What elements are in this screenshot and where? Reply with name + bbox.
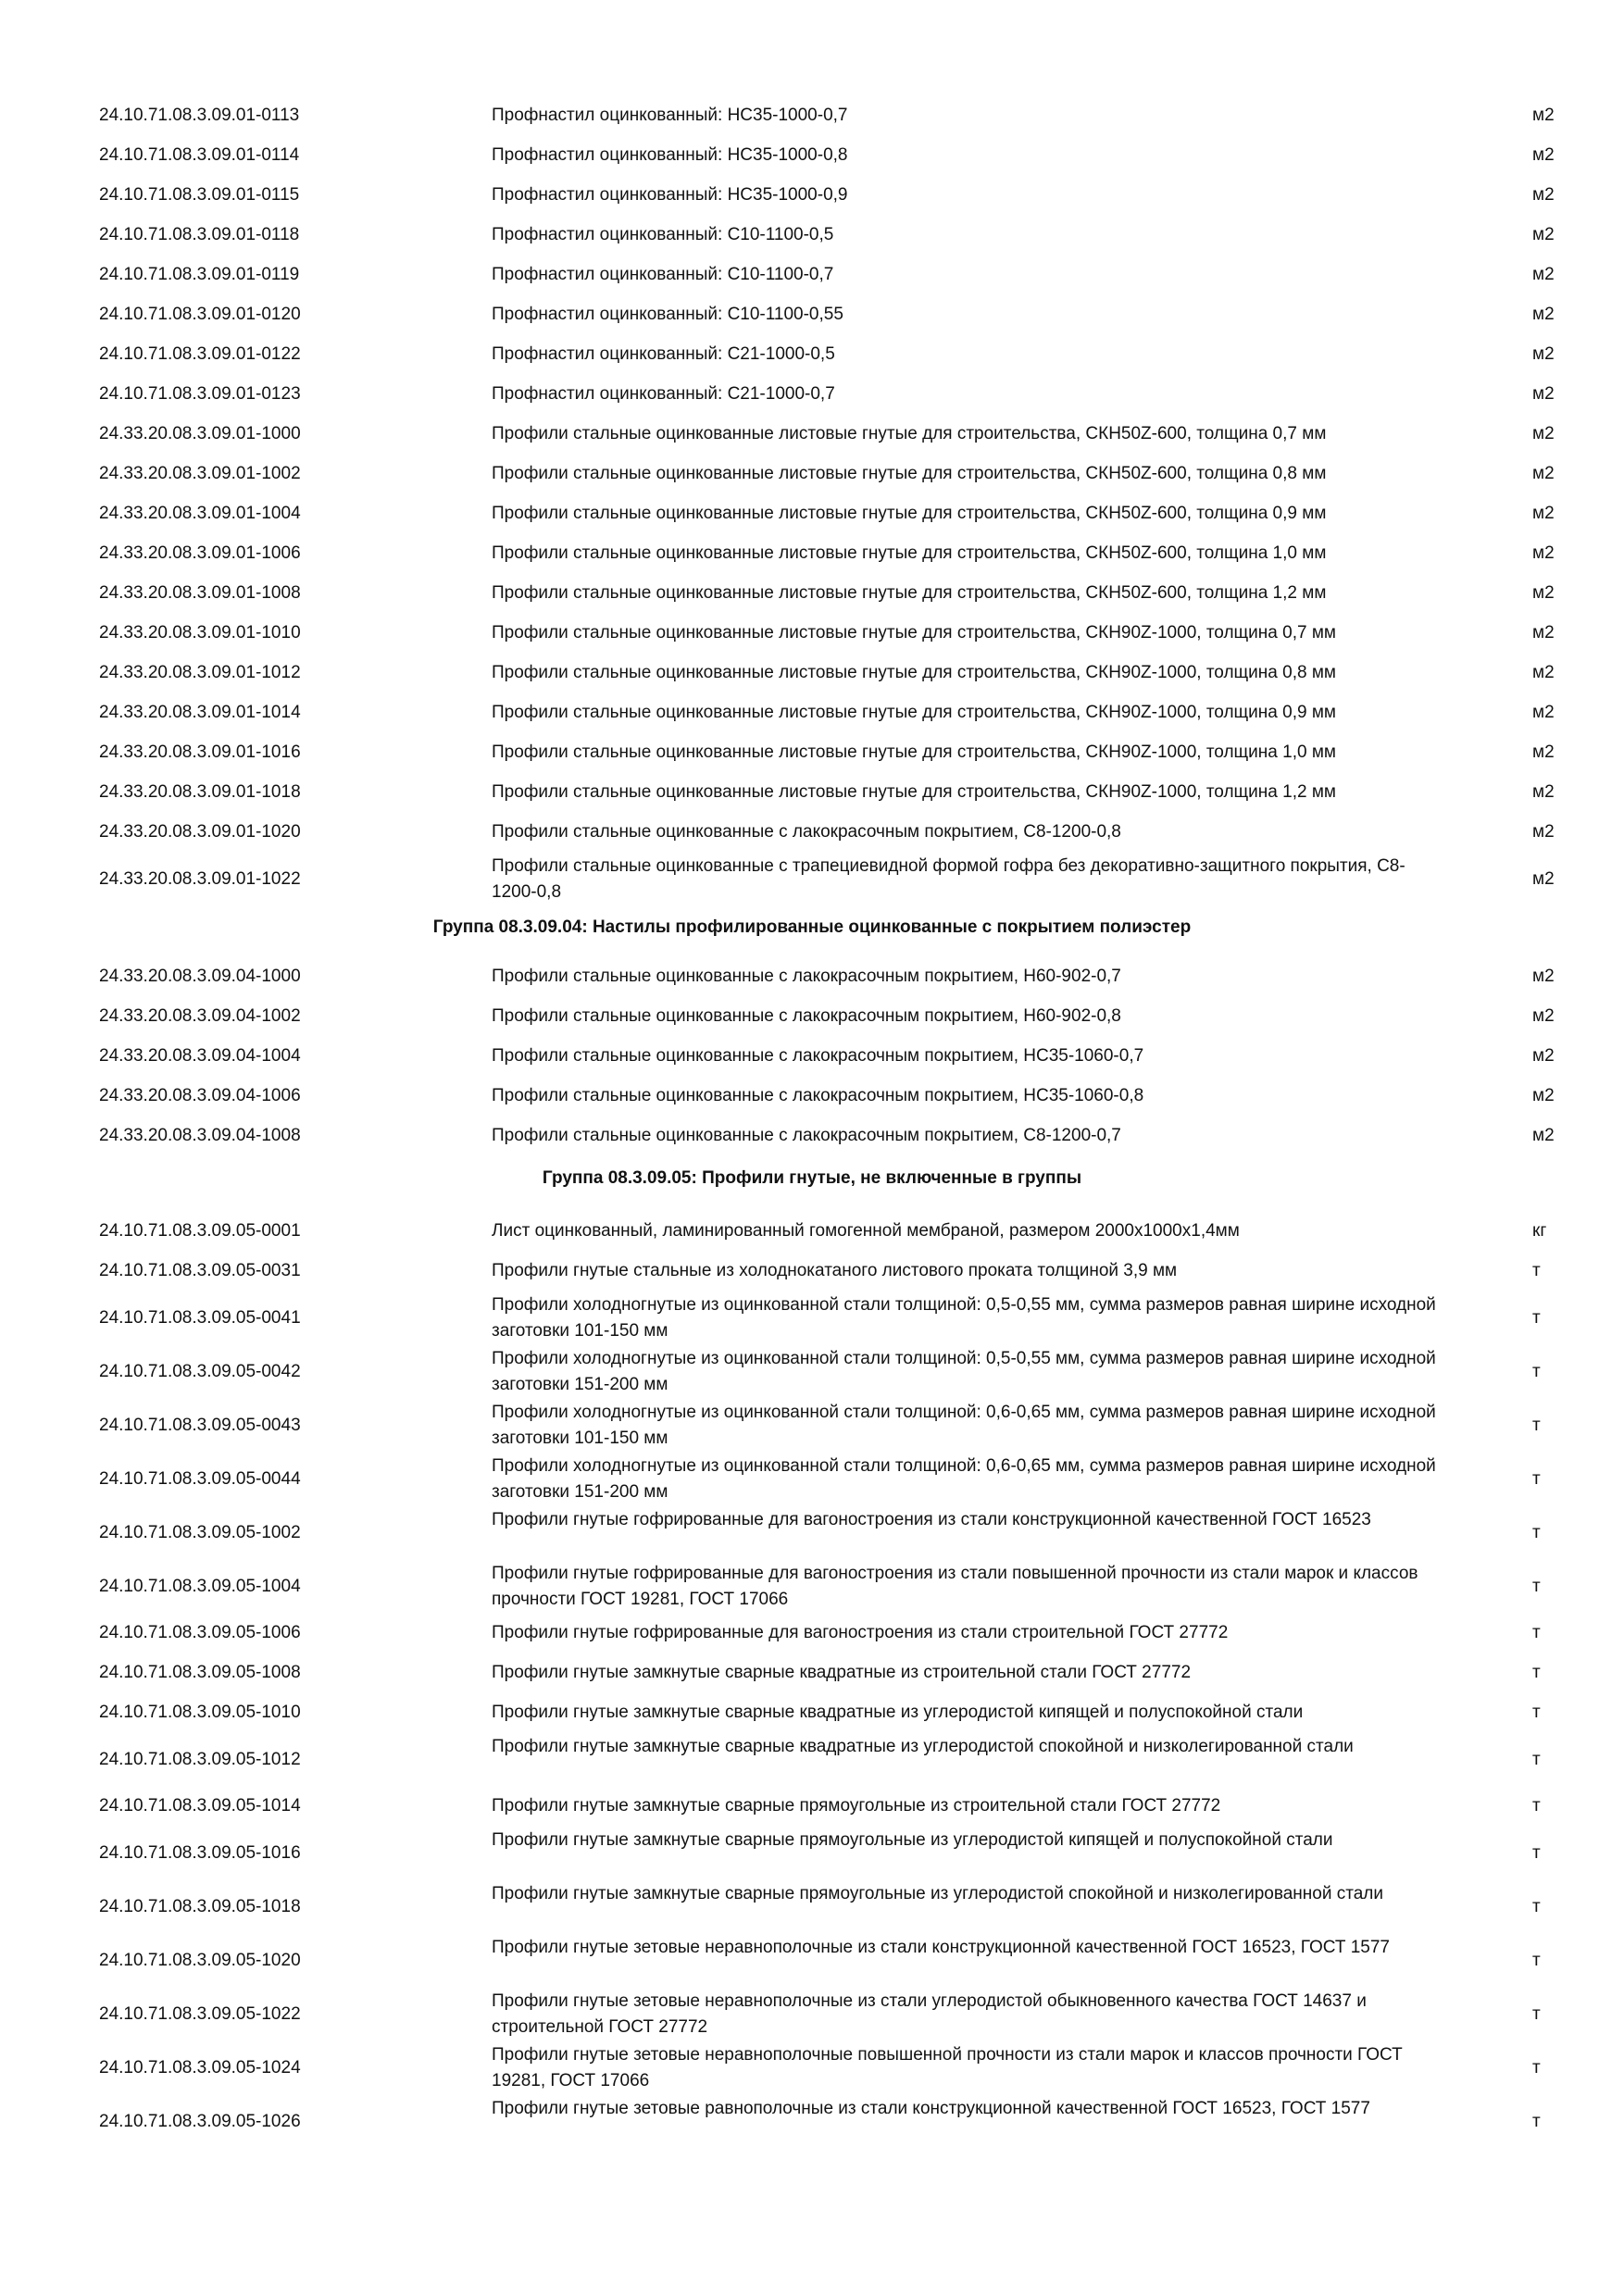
table-row xyxy=(0,1345,1624,1399)
unit-of-measure: т xyxy=(1532,1951,1541,1970)
resource-code: 24.10.71.08.3.09.05-1014 xyxy=(99,1796,301,1816)
resource-code: 24.33.20.08.3.09.01-1020 xyxy=(99,822,301,842)
resource-code: 24.33.20.08.3.09.01-1018 xyxy=(99,782,301,802)
table-row xyxy=(0,773,1624,813)
resource-name: Профили гнутые гофрированные для вагоностроения из стали повышенной прочности из стали марок и классов прочности ГОСТ 19281, ГОСТ 17066 xyxy=(492,1564,1418,1609)
resource-code: 24.10.71.08.3.09.01-0123 xyxy=(99,384,301,404)
unit-of-measure: м2 xyxy=(1532,305,1555,324)
resource-code: 24.10.71.08.3.09.05-0044 xyxy=(99,1469,301,1489)
table-row xyxy=(0,1988,1624,2041)
unit-of-measure: м2 xyxy=(1532,106,1555,125)
resource-code: 24.10.71.08.3.09.05-1004 xyxy=(99,1577,301,1596)
resource-name: Профили стальные оцинкованные с лакокрасочным покрытием, Н60-902-0,7 xyxy=(492,967,1121,986)
unit-of-measure: м2 xyxy=(1532,145,1555,165)
resource-name: Профнастил оцинкованный: С10-1100-0,5 xyxy=(492,225,834,244)
resource-name: Профили стальные оцинкованные с трапециевидной формой гофра без декоративно-защитного покрытия, С8-1200-0,8 xyxy=(492,856,1405,902)
resource-code: 24.10.71.08.3.09.05-1018 xyxy=(99,1897,301,1916)
group-title: Группа 08.3.09.05: Профили гнутые, не включенные в группы xyxy=(542,1168,1082,1188)
resource-name: Профили стальные оцинкованные листовые гнутые для строительства, СКН90Z-1000, толщина 0,7 мм xyxy=(492,623,1336,643)
resource-name: Профнастил оцинкованный: НС35-1000-0,8 xyxy=(492,145,848,165)
resource-name: Профнастил оцинкованный: НС35-1000-0,7 xyxy=(492,106,848,125)
resource-code: 24.33.20.08.3.09.01-1002 xyxy=(99,464,301,483)
resource-name: Профили стальные оцинкованные с лакокрасочным покрытием, С8-1200-0,7 xyxy=(492,1126,1121,1145)
table-row xyxy=(0,295,1624,335)
table-row xyxy=(0,1934,1624,1988)
unit-of-measure: м2 xyxy=(1532,822,1555,842)
table-row xyxy=(0,614,1624,654)
unit-of-measure: т xyxy=(1532,1703,1541,1722)
unit-of-measure: м2 xyxy=(1532,344,1555,364)
resource-code: 24.33.20.08.3.09.04-1006 xyxy=(99,1086,301,1105)
unit-of-measure: т xyxy=(1532,1663,1541,1682)
unit-of-measure: м2 xyxy=(1532,1006,1555,1026)
table-row xyxy=(0,1880,1624,1934)
resource-code: 24.33.20.08.3.09.01-1012 xyxy=(99,663,301,682)
resource-name: Профили стальные оцинкованные листовые гнутые для строительства, СКН50Z-600, толщина 0,8 мм xyxy=(492,464,1327,483)
table-row xyxy=(0,2095,1624,2149)
table-row xyxy=(0,136,1624,176)
resource-code: 24.33.20.08.3.09.04-1000 xyxy=(99,967,301,986)
resource-code: 24.10.71.08.3.09.05-1010 xyxy=(99,1703,301,1722)
resource-code: 24.33.20.08.3.09.04-1004 xyxy=(99,1046,301,1066)
resource-name: Профили гнутые зетовые неравнополочные повышенной прочности из стали марок и классов прочности ГОСТ 19281, ГОСТ 17066 xyxy=(492,2045,1403,2090)
group-header xyxy=(0,1156,1624,1212)
resource-code: 24.10.71.08.3.09.05-1016 xyxy=(99,1843,301,1863)
resource-code: 24.33.20.08.3.09.01-1014 xyxy=(99,703,301,722)
resource-name: Профили гнутые зетовые неравнополочные из стали конструкционной качественной ГОСТ 16523, ГОСТ 1577 xyxy=(492,1938,1391,1957)
unit-of-measure: т xyxy=(1532,1750,1541,1769)
resource-code: 24.10.71.08.3.09.01-0118 xyxy=(99,225,300,244)
table-row xyxy=(0,1037,1624,1077)
resource-code: 24.33.20.08.3.09.04-1002 xyxy=(99,1006,301,1026)
table-row xyxy=(0,1077,1624,1117)
resource-code: 24.33.20.08.3.09.01-1000 xyxy=(99,424,301,443)
table-row xyxy=(0,1827,1624,1880)
table-row xyxy=(0,1252,1624,1292)
resource-name: Профнастил оцинкованный: НС35-1000-0,9 xyxy=(492,185,848,205)
unit-of-measure: т xyxy=(1532,1308,1541,1328)
table-row xyxy=(0,176,1624,216)
unit-of-measure: м2 xyxy=(1532,1046,1555,1066)
resource-name: Профили стальные оцинкованные с лакокрасочным покрытием, НС35-1060-0,8 xyxy=(492,1086,1144,1105)
unit-of-measure: т xyxy=(1532,1897,1541,1916)
price-list-page xyxy=(0,96,1624,2149)
resource-name: Профили стальные оцинкованные листовые гнутые для строительства, СКН50Z-600, толщина 0,7 мм xyxy=(492,424,1327,443)
unit-of-measure: м2 xyxy=(1532,265,1555,284)
resource-name: Профили стальные оцинкованные листовые гнутые для строительства, СКН90Z-1000, толщина 1,2 мм xyxy=(492,782,1336,802)
resource-code: 24.33.20.08.3.09.01-1004 xyxy=(99,504,301,523)
resource-code: 24.10.71.08.3.09.05-1012 xyxy=(99,1750,301,1769)
resource-name: Профили стальные оцинкованные листовые гнутые для строительства, СКН50Z-600, толщина 1,2 мм xyxy=(492,583,1327,603)
resource-name: Профили гнутые замкнутые сварные прямоугольные из углеродистой спокойной и низколегированной стали xyxy=(492,1884,1383,1903)
unit-of-measure: м2 xyxy=(1532,543,1555,563)
table-row xyxy=(0,1506,1624,1560)
resource-code: 24.33.20.08.3.09.01-1022 xyxy=(99,869,301,889)
resource-name: Профили холодногнутые из оцинкованной стали толщиной: 0,6-0,65 мм, сумма размеров равная ширине исходной заготовки 151-200 мм xyxy=(492,1456,1436,1502)
resource-code: 24.10.71.08.3.09.05-1024 xyxy=(99,2058,301,2078)
resource-name: Профили стальные оцинкованные листовые гнутые для строительства, СКН90Z-1000, толщина 0,8 мм xyxy=(492,663,1336,682)
resource-name: Профили гнутые стальные из холоднокатаного листового проката толщиной 3,9 мм xyxy=(492,1261,1178,1280)
unit-of-measure: т xyxy=(1532,1523,1541,1542)
unit-of-measure: м2 xyxy=(1532,967,1555,986)
unit-of-measure: м2 xyxy=(1532,663,1555,682)
table-row xyxy=(0,733,1624,773)
table-row xyxy=(0,1614,1624,1653)
resource-name: Профили стальные оцинкованные с лакокрасочным покрытием, НС35-1060-0,7 xyxy=(492,1046,1144,1066)
resource-code: 24.10.71.08.3.09.01-0119 xyxy=(99,265,300,284)
unit-of-measure: т xyxy=(1532,1577,1541,1596)
table-row xyxy=(0,1560,1624,1614)
table-row xyxy=(0,1653,1624,1693)
unit-of-measure: м2 xyxy=(1532,623,1555,643)
table-row xyxy=(0,455,1624,494)
resource-code: 24.33.20.08.3.09.01-1008 xyxy=(99,583,301,603)
resource-code: 24.10.71.08.3.09.05-1020 xyxy=(99,1951,301,1970)
resource-name: Профили стальные оцинкованные листовые гнутые для строительства, СКН50Z-600, толщина 1,0 мм xyxy=(492,543,1327,563)
resource-code: 24.33.20.08.3.09.04-1008 xyxy=(99,1126,301,1145)
table-row xyxy=(0,1399,1624,1453)
unit-of-measure: м2 xyxy=(1532,742,1555,762)
resource-name: Профнастил оцинкованный: С10-1100-0,55 xyxy=(492,305,843,324)
resource-code: 24.10.71.08.3.09.01-0120 xyxy=(99,305,301,324)
unit-of-measure: кг xyxy=(1532,1221,1547,1241)
unit-of-measure: м2 xyxy=(1532,703,1555,722)
resource-code: 24.10.71.08.3.09.05-0001 xyxy=(99,1221,301,1241)
table-row xyxy=(0,1117,1624,1156)
table-row xyxy=(0,1693,1624,1733)
resource-code: 24.10.71.08.3.09.01-0113 xyxy=(99,106,300,125)
table-row xyxy=(0,2041,1624,2095)
table-row xyxy=(0,813,1624,853)
unit-of-measure: т xyxy=(1532,1362,1541,1381)
table-row xyxy=(0,1733,1624,1787)
unit-of-measure: м2 xyxy=(1532,869,1555,889)
resource-code: 24.10.71.08.3.09.05-1006 xyxy=(99,1623,301,1642)
resource-name: Профили стальные оцинкованные с лакокрасочным покрытием, С8-1200-0,8 xyxy=(492,822,1121,842)
resource-name: Профили гнутые замкнутые сварные квадратные из углеродистой кипящей и полуспокойной стали xyxy=(492,1703,1304,1722)
resource-code: 24.10.71.08.3.09.01-0122 xyxy=(99,344,301,364)
resource-name: Профили холодногнутые из оцинкованной стали толщиной: 0,5-0,55 мм, сумма размеров равная ширине исходной заготовки 101-150 мм xyxy=(492,1295,1436,1341)
resource-code: 24.10.71.08.3.09.05-1022 xyxy=(99,2004,301,2024)
resource-name: Профили гнутые замкнутые сварные прямоугольные из углеродистой кипящей и полуспокойной стали xyxy=(492,1830,1333,1850)
resource-name: Лист оцинкованный, ламинированный гомогенной мембраной, размером 2000х1000х1,4мм xyxy=(492,1221,1240,1241)
table-row xyxy=(0,375,1624,415)
unit-of-measure: м2 xyxy=(1532,504,1555,523)
resource-name: Профили гнутые замкнутые сварные прямоугольные из строительной стали ГОСТ 27772 xyxy=(492,1796,1221,1816)
table-row xyxy=(0,693,1624,733)
unit-of-measure: м2 xyxy=(1532,225,1555,244)
resource-code: 24.10.71.08.3.09.05-1008 xyxy=(99,1663,301,1682)
table-row xyxy=(0,1292,1624,1345)
unit-of-measure: т xyxy=(1532,2004,1541,2024)
unit-of-measure: т xyxy=(1532,1843,1541,1863)
unit-of-measure: т xyxy=(1532,2058,1541,2078)
table-row xyxy=(0,654,1624,693)
table-row xyxy=(0,1453,1624,1506)
table-row xyxy=(0,853,1624,906)
resource-name: Профили стальные оцинкованные с лакокрасочным покрытием, Н60-902-0,8 xyxy=(492,1006,1121,1026)
resource-name: Профили гнутые гофрированные для вагоностроения из стали конструкционной качественной ГОСТ 16523 xyxy=(492,1510,1371,1529)
resource-code: 24.10.71.08.3.09.05-1026 xyxy=(99,2112,301,2131)
table-row xyxy=(0,494,1624,534)
unit-of-measure: т xyxy=(1532,1416,1541,1435)
resource-code: 24.33.20.08.3.09.01-1016 xyxy=(99,742,301,762)
resource-name: Профили гнутые зетовые неравнополочные из стали углеродистой обыкновенного качества ГОСТ 14637 и строительной ГОСТ 27772 xyxy=(492,1991,1367,2037)
resource-code: 24.10.71.08.3.09.01-0114 xyxy=(99,145,300,165)
resource-code: 24.33.20.08.3.09.01-1010 xyxy=(99,623,301,643)
resource-name: Профнастил оцинкованный: С21-1000-0,5 xyxy=(492,344,835,364)
unit-of-measure: м2 xyxy=(1532,464,1555,483)
table-row xyxy=(0,1212,1624,1252)
table-row xyxy=(0,415,1624,455)
resource-name: Профили стальные оцинкованные листовые гнутые для строительства, СКН90Z-1000, толщина 1,0 мм xyxy=(492,742,1336,762)
resource-name: Профили стальные оцинкованные листовые гнутые для строительства, СКН50Z-600, толщина 0,9 мм xyxy=(492,504,1327,523)
resource-code: 24.10.71.08.3.09.01-0115 xyxy=(99,185,300,205)
unit-of-measure: м2 xyxy=(1532,782,1555,802)
table-row xyxy=(0,335,1624,375)
resource-code: 24.10.71.08.3.09.05-1002 xyxy=(99,1523,301,1542)
table-row xyxy=(0,957,1624,997)
unit-of-measure: м2 xyxy=(1532,1086,1555,1105)
resource-name: Профили гнутые зетовые равнополочные из стали конструкционной качественной ГОСТ 16523, ГОСТ 1577 xyxy=(492,2099,1370,2118)
unit-of-measure: м2 xyxy=(1532,1126,1555,1145)
table-row xyxy=(0,1787,1624,1827)
unit-of-measure: м2 xyxy=(1532,185,1555,205)
resource-name: Профили холодногнутые из оцинкованной стали толщиной: 0,5-0,55 мм, сумма размеров равная ширине исходной заготовки 151-200 мм xyxy=(492,1349,1436,1394)
unit-of-measure: м2 xyxy=(1532,424,1555,443)
resource-name: Профили гнутые замкнутые сварные квадратные из строительной стали ГОСТ 27772 xyxy=(492,1663,1192,1682)
unit-of-measure: т xyxy=(1532,1261,1541,1280)
resource-code: 24.33.20.08.3.09.01-1006 xyxy=(99,543,301,563)
resource-name: Профнастил оцинкованный: С10-1100-0,7 xyxy=(492,265,834,284)
resource-code: 24.10.71.08.3.09.05-0031 xyxy=(99,1261,301,1280)
resource-code: 24.10.71.08.3.09.05-0043 xyxy=(99,1416,301,1435)
table-row xyxy=(0,256,1624,295)
table-row xyxy=(0,96,1624,136)
resource-name: Профили гнутые гофрированные для вагоностроения из стали строительной ГОСТ 27772 xyxy=(492,1623,1229,1642)
resource-code: 24.10.71.08.3.09.05-0042 xyxy=(99,1362,301,1381)
table-row xyxy=(0,997,1624,1037)
unit-of-measure: т xyxy=(1532,2112,1541,2131)
resource-name: Профнастил оцинкованный: С21-1000-0,7 xyxy=(492,384,835,404)
table-row xyxy=(0,574,1624,614)
unit-of-measure: т xyxy=(1532,1623,1541,1642)
group-header xyxy=(0,906,1624,957)
resource-name: Профили гнутые замкнутые сварные квадратные из углеродистой спокойной и низколегированной стали xyxy=(492,1737,1354,1756)
resource-name: Профили холодногнутые из оцинкованной стали толщиной: 0,6-0,65 мм, сумма размеров равная ширине исходной заготовки 101-150 мм xyxy=(492,1403,1436,1448)
unit-of-measure: м2 xyxy=(1532,384,1555,404)
resource-name: Профили стальные оцинкованные листовые гнутые для строительства, СКН90Z-1000, толщина 0,9 мм xyxy=(492,703,1336,722)
unit-of-measure: м2 xyxy=(1532,583,1555,603)
group-title: Группа 08.3.09.04: Настилы профилированные оцинкованные с покрытием полиэстер xyxy=(432,917,1192,937)
table-row xyxy=(0,216,1624,256)
resource-code: 24.10.71.08.3.09.05-0041 xyxy=(99,1308,301,1328)
unit-of-measure: т xyxy=(1532,1469,1541,1489)
unit-of-measure: т xyxy=(1532,1796,1541,1816)
table-row xyxy=(0,534,1624,574)
